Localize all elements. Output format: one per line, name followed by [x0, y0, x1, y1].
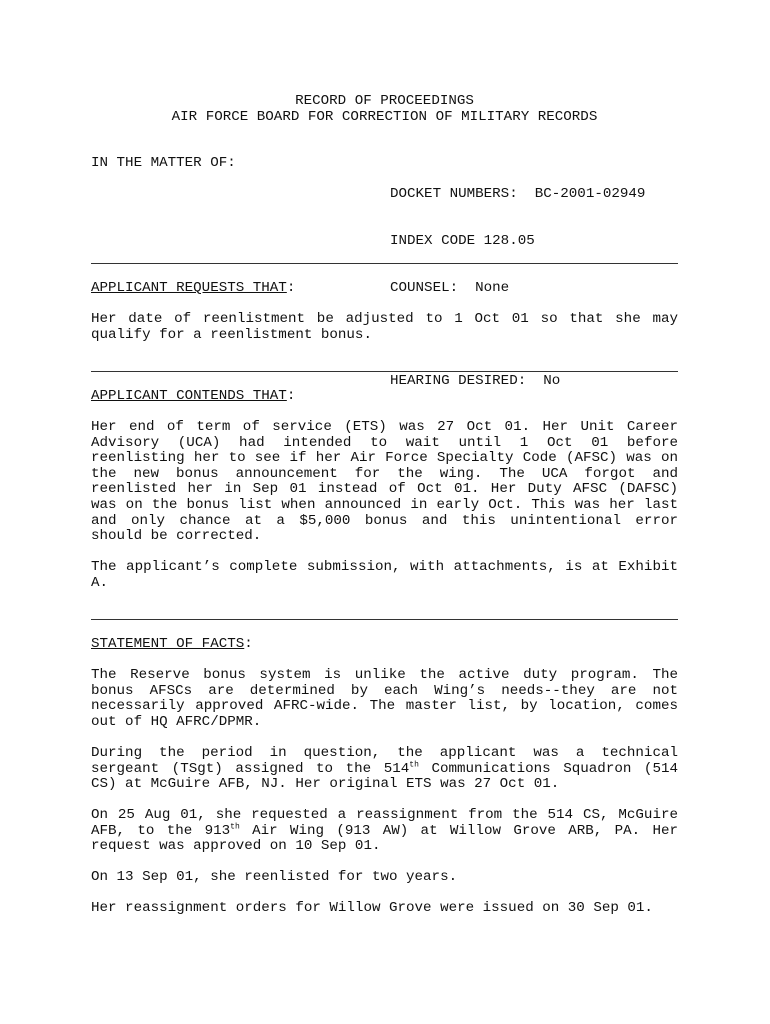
- docket-numbers: DOCKET NUMBERS: BC-2001-02949: [390, 186, 646, 203]
- ordinal-suffix: th: [409, 759, 419, 769]
- section-divider: [91, 619, 678, 620]
- facts-p3-text-a: On 25 Aug 01, she requested a reassignment from the 514 CS, McGuire AFB, to the 913: [91, 807, 678, 839]
- facts-p3-text-b: Air Wing (913 AW) at Willow Grove ARB, PA. Her request was approved on 10 Sep 01.: [91, 822, 678, 855]
- facts-p2-text-b: Communications Squadron (514 CS) at McGuire AFB, NJ. Her original ETS was 27 Oct 01.: [91, 760, 678, 793]
- facts-heading-text: STATEMENT OF FACTS: [91, 636, 245, 652]
- facts-paragraph-5: Her reassignment orders for Willow Grove were issued on 30 Sep 01.: [91, 900, 653, 916]
- title-line-1: RECORD OF PROCEEDINGS: [295, 93, 474, 109]
- requests-heading: APPLICANT REQUESTS THAT:: [91, 280, 296, 296]
- submission-note: The applicant’s complete submission, with attachments, is at Exhibit A.: [91, 559, 678, 591]
- facts-paragraph-2: [91, 746, 678, 793]
- title-line-2: AIR FORCE BOARD FOR CORRECTION OF MILITARY RECORDS: [171, 108, 598, 125]
- contends-heading-text: APPLICANT CONTENDS THAT: [91, 388, 287, 404]
- facts-paragraph-1: The Reserve bonus system is unlike the active duty program. The bonus AFSCs are determined by each Wing’s needs--they are not necessarily approved AFRC-wide. The master list, by location, comes out of HQ AFRC/DPMR.: [91, 667, 678, 730]
- section-divider: [91, 263, 678, 264]
- requests-body: Her date of reenlistment be adjusted to 1 Oct 01 so that she may qualify for a reenlistment bonus.: [91, 311, 678, 343]
- facts-paragraph-3: [91, 808, 678, 855]
- index-code: INDEX CODE 128.05: [390, 232, 535, 249]
- facts-paragraph-4: On 13 Sep 01, she reenlisted for two years.: [91, 869, 458, 885]
- facts-p2-text-a: During the period in question, the applicant was a technical sergeant (TSgt) assigned to the 514: [91, 745, 678, 777]
- document-title: [91, 94, 678, 125]
- facts-heading: STATEMENT OF FACTS:: [91, 636, 253, 652]
- counsel: COUNSEL: None: [390, 279, 510, 296]
- contends-body: Her end of term of service (ETS) was 27 Oct 01. Her Unit Career Advisory (UCA) had intended to wait until 1 Oct 01 before reenlisting her to see if her Air Force Specialty Code (AFSC) was on the new bonus announcement for the wing. The UCA forgot and reenlisted her in Sep 01 instead of Oct 01. Her Duty AFSC (DAFSC) was on the bonus list when announced in early Oct. This was her last and only chance at a $5,000 bonus and this unintentional error should be corrected.: [91, 419, 678, 545]
- hearing-desired: HEARING DESIRED: No: [390, 373, 561, 390]
- ordinal-suffix: th: [230, 821, 240, 831]
- in-the-matter-of-label: IN THE MATTER OF:: [91, 155, 236, 171]
- requests-heading-text: APPLICANT REQUESTS THAT: [91, 280, 287, 296]
- contends-heading: APPLICANT CONTENDS THAT:: [91, 388, 296, 404]
- section-divider: [91, 371, 678, 372]
